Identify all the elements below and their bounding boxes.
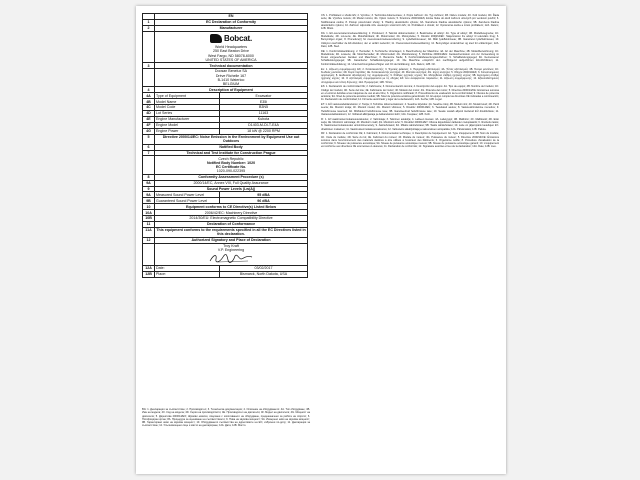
translation-paragraph: BG: 1. Декларация за съответствие; 2. Производител; 3. Техническа документация; 4. Описание на оборудването: 4A. Тип оборудване; 4B. Име на модела; 4C. Код на модела; 4D. Серия на производството; 4E. Производител на двигателя; 4F. Модел на двигателя; 4G. Мощност на двигателя; 5. Директива 2000/14/ЕО; Шумови емисии, свързани с използването на оборудване, предназначено за работа на открито; 6. Нотифициран орган; 8A. Процедура за оценяване на съответствието; 9. Нива на звукова мощност; 9A. Измерено ниво на звукова мощност; 9B. Гарантирано ниво на звукова мощност; 10. Оборудването съответства на директивите на ЕО, изброени по-долу; 11. Декларация за съответствие; 12. Упълномощено лице и място на деклариране; 12A. Дата; 12B. Място. bbox=[142, 408, 310, 428]
translation-paragraph: DE: 1. Konformitätserklärung; 2. Hersteller; 3. Technische Unterlagen; 4. Beschreibung der Maschine: 4A. Art der Maschine; 4B. Modellbezeichnung; 4C. Modellcode; 4D. Losserie; 4E. Motorhersteller; 4F. Motormodell; 4G. Motorleistung; 5. Richtlinie 2000/14/EG: Geräuschemission von zur Verwendung im Freien vorgesehenen Geräten und Maschinen; 6. Benannte Stelle; 8. Konformitätsbewertungsverfahren; 9. Schallleistungspegel; 9A. Gemessener Schallleistungspegel; 9B. Garantierter Schallleistungspegel; 10. Die Maschine entspricht den nachfolgend aufgeführten EG-Richtlinien; 11. Konformitätserklärung; 12. Unterzeichnungsberechtigter und Ort der Erklärung; 12A. Datum; 12B. Ort. bbox=[321, 49, 499, 66]
table-row: 4 Description of Equipment bbox=[143, 87, 308, 93]
field-label: Engine Model bbox=[155, 122, 220, 128]
section-title: Notified Body bbox=[155, 144, 308, 150]
field-label: Model Code bbox=[155, 105, 220, 111]
signature-image bbox=[156, 252, 306, 264]
table-row: 8 Conformity Assessment Procedure (s) bbox=[143, 174, 308, 180]
translation-paragraph: EL: 1. Δήλωση συμμόρφωσης ΕΚ; 2. Κατασκευαστής; 3. Τεχνικός φάκελος; 4. Περιγραφή εξοπλισμού; 4A. Τύπος εξοπλισμού; 4B. Όνομα μοντέλου; 4C. Κωδικός μοντέλου; 4D. Σειρά παρτίδας; 4E. Κατασκευαστής κινητήρα; 4F. Μοντέλο κινητήρα; 4G. Ισχύς κινητήρα; 5. Οδηγία 2000/14/ΕΚ; 6. Κοινοποιημένος οργανισμός; 8. Διαδικασία αξιολόγησης της συμμόρφωσης; 9. Στάθμες ηχητικής ισχύος; 9A. Μετρηθείσα στάθμη ηχητικής ισχύος; 9B. Εγγυημένη στάθμη ηχητικής ισχύος; 10. Ο εξοπλισμός συμμορφώνεται με τις οδηγίες ΕΚ που αναφέρονται παρακάτω; 11. Δήλωση συμμόρφωσης; 12. Εξουσιοδοτημένος υπογράφων και τόπος δήλωσης; 12A. Ημερομηνία; 12B. Τόπος. bbox=[321, 67, 499, 84]
address-line: West Fargo, ND 58078-6000 bbox=[208, 53, 254, 58]
field-value: 95 dBA bbox=[220, 192, 308, 198]
address-line: B-1410 Waterloo bbox=[217, 77, 245, 82]
field-value: Excavator bbox=[220, 93, 308, 99]
signatory-block bbox=[155, 243, 308, 265]
field-value: 18 kW @ 2200 RPM bbox=[220, 128, 308, 134]
field-value: D1403-M-DI-T-E4A bbox=[220, 122, 308, 128]
translation-paragraph: ES: 1. Declaración de conformidad CE; 2. Fabricante; 3. Documentación técnica; 4. Descripción del equipo: 4A. Tipo de equipo; 4B. Nombre del modelo; 4C. Código del modelo; 4D. Serie del lote; 4E. Fabricante del motor; 4F. Modelo del motor; 4G. Potencia del motor; 5. Directiva 2000/14/CE: Emisiones sonoras en el entorno debidas a las máquinas de uso al aire libre; 6. Organismo notificado; 8. Procedimiento de evaluación de la conformidad; 9. Niveles de potencia acústica; 9A. Nivel de potencia acústica medido; 9B. Nivel de potencia acústica garantizado; 10. El equipo cumple las directivas CE indicadas a continuación; 11. Declaración de conformidad; 12. Firmante autorizado y lugar de la declaración; 12A. Fecha; 12B. Lugar. bbox=[321, 85, 499, 102]
address-line: World Headquarters bbox=[214, 45, 248, 50]
section-title: Technical documentation bbox=[155, 63, 308, 69]
field-value: 96 dBA bbox=[220, 198, 308, 204]
table-row: 4C Model Code B3N5 bbox=[143, 105, 308, 111]
field-label: Measured Sound Power Level bbox=[155, 192, 220, 198]
address-line: Drève Richelle 167 bbox=[215, 73, 247, 78]
signatory-name: Troy Kraft bbox=[223, 244, 239, 249]
section-title: EC Declaration of Conformity bbox=[155, 19, 308, 25]
bobcat-logo bbox=[156, 34, 306, 43]
bobcat-wordmark: Bobcat. bbox=[224, 34, 252, 44]
table-row: 9 Sound Power Levels (Lw(A)) bbox=[143, 186, 308, 192]
table-row: 10A 2006/42/EC: Machinery Directive bbox=[143, 210, 308, 216]
notified-body-country: Czech Republic bbox=[218, 156, 244, 161]
translation-paragraph: ET: 1. EÜ vastavusdeklaratsioon; 2. Tootja; 3. Tehniline dokumentatsioon; 4. Seadme kirjeldus: 4A. Seadme tüüp; 4B. Mudeli nimi; 4C. Mudeli kood; 4D. Partii seeria; 4E. Mootori tootja; 4F. Mootori mudel; 4G. Mootori võimsus; 5. Direktiiv 2000/14/EÜ; 6. Teavitatud asutus; 8. Vastavushindamise menetlus; 9. Helivõimsuse tasemed; 9A. Mõõdetud helivõimsuse tase; 9B. Garanteeritud helivõimsuse tase; 10. Seade vastab allpool loetletud EÜ direktiividele; 11. Vastavusdeklaratsioon; 12. Volitatud allkirjastaja ja deklaratsiooni koht; 12A. Kuupäev; 12B. Koht. bbox=[321, 103, 499, 116]
directive-value: 2014/30/EU: Electromagnetic Compatibility Directive bbox=[155, 216, 308, 222]
certificate-label: EC Certificate No. bbox=[215, 165, 247, 170]
table-row: 1 EC Declaration of Conformity bbox=[143, 19, 308, 25]
field-label: Model Name bbox=[155, 99, 220, 105]
field-label: Lot Series bbox=[155, 111, 220, 117]
declaration-statement: This equipment conforms to the requirements specified in all the EC Directives listed in this declaration. bbox=[156, 228, 306, 237]
section-title: Manufacturer bbox=[155, 25, 308, 31]
section-title: Conformity Assessment Procedure (s) bbox=[155, 174, 308, 180]
declaration-date: 03/02/2017 bbox=[220, 265, 308, 271]
section-title: Sound Power Levels (Lw(A)) bbox=[155, 186, 308, 192]
table-row: 3 Technical documentation bbox=[143, 63, 308, 69]
language-code: EN bbox=[155, 14, 308, 20]
table-row: 4D Lot Series 11163 bbox=[143, 111, 308, 117]
section-title: Directive 2000/14/EC: Noise Emission in the Environment by Equipment Use out Outdoors bbox=[155, 134, 308, 144]
declaration-form-table bbox=[142, 13, 308, 278]
address-line: 250 East Beaton Drive bbox=[213, 49, 249, 54]
table-row: 4F Engine Model D1403-M-DI-T-E4A bbox=[143, 122, 308, 128]
table-row: 9B Guaranteed Sound Power Level 96 dBA bbox=[143, 198, 308, 204]
signatory-role: V.P. Engineering bbox=[217, 248, 245, 253]
table-row: 4A Type of Equipment Excavator bbox=[143, 93, 308, 99]
manufacturer-block bbox=[155, 31, 308, 62]
section-title: Authorized Signatory and Place of Declaration bbox=[155, 237, 308, 243]
tech-doc-address bbox=[155, 69, 308, 87]
procedure-value: 2000/14/EC, Annex VIII, Full Quality Assurance bbox=[155, 180, 308, 186]
section-title: Technical and Test Institute for Construction Prague bbox=[155, 150, 308, 156]
certificate-number: 1020-090-022395 bbox=[216, 169, 246, 174]
signature-icon bbox=[208, 253, 254, 264]
field-value: Kubota bbox=[220, 116, 308, 122]
table-row: 9A 2000/14/EC, Annex VIII, Full Quality Assurance bbox=[143, 180, 308, 186]
table-row bbox=[143, 69, 308, 87]
translation-text-bottom bbox=[142, 408, 310, 429]
bobcat-logo-icon bbox=[210, 34, 222, 43]
directive-value: 2006/42/EC: Machinery Directive bbox=[155, 210, 308, 216]
notified-body-number: Notified Body Number: 1020 bbox=[206, 160, 256, 165]
section-title: Description of Equipment bbox=[155, 87, 308, 93]
address-line: UNITED STATES OF AMERICA bbox=[205, 57, 257, 62]
table-row: 5 Directive 2000/14/EC: Noise Emission in the Environment by Equipment Use out Outdoors bbox=[143, 134, 308, 144]
table-row: 12 Authorized Signatory and Place of Declaration bbox=[143, 237, 308, 243]
address-line: BELGIUM bbox=[222, 81, 240, 86]
table-row: 10 Equipment conforms to CE Directive(s) Listed Below bbox=[143, 204, 308, 210]
field-label: Type of Equipment bbox=[155, 93, 220, 99]
field-value: E35i bbox=[220, 99, 308, 105]
table-row: 4B Model Name E35i bbox=[143, 99, 308, 105]
table-row: 12A Date: 03/02/2017 bbox=[143, 265, 308, 271]
address-line: Doosan Benelux SA bbox=[214, 69, 248, 74]
table-row: 9A Measured Sound Power Level 95 dBA bbox=[143, 192, 308, 198]
field-label: Engine Manufacturer bbox=[155, 116, 220, 122]
field-value: B3N5 bbox=[220, 105, 308, 111]
table-row: 2 Manufacturer bbox=[143, 25, 308, 31]
field-label: Date: bbox=[155, 265, 220, 271]
translation-paragraph: DA: 1. EU-overensstemmelseserklæring; 2. Producent; 3. Teknisk dokumentation; 4. Beskrivelse af udstyr: 4A. Type af udstyr; 4B. Modelbetegnelse; 4C. Modelkode; 4D. Lot-serie; 4E. Motorfabrikant; 4F. Motormodel; 4G. Motorydelse; 5. Direktiv 2000/14/EF: Støjemission fra udstyr til udendørs brug; 6. Bemyndiget organ; 8. Procedure(r) for overensstemmelsesvurdering; 9. Lydeffektniveauer; 9A. Målt lydeffektniveau; 9B. Garanteret lydeffektniveau; 10. Udstyret overholder de EF-direktiver, der er anført nedenfor; 11. Overensstemmelseserklæring; 12. Bemyndiget underskriver og sted for erklæringen; 12A. Dato; 12B. Sted. bbox=[321, 31, 499, 48]
translation-paragraph: FI: 1. EY-vaatimustenmukaisuusvakuutus; 2. Valmistaja; 3. Tekninen asiakirja; 4. Laitteen kuvaus: 4A. Laitetyyppi; 4B. Mallinimi; 4C. Mallikoodi; 4D. Erän sarja; 4E. Moottorin valmistaja; 4F. Moottorin malli; 4G. Moottorin teho; 5. Direktiivi 2000/14/EY: Ulkona käytettävien laitteiden melupäästöt; 6. Ilmoitettu laitos; 8. Vaatimustenmukaisuuden arviointimenettely; 9. Äänitehotasot; 9A. Mitattu äänitehotaso; 9B. Taattu äänitehotaso; 10. Laite on jäljempänä lueteltujen EY-direktiivien mukainen; 11. Vaatimustenmukaisuusvakuutus; 12. Valtuutettu allekirjoittaja ja vakuutuksen antopaikka; 12A. Päivämäärä; 12B. Paikka. bbox=[321, 117, 499, 131]
table-row bbox=[143, 31, 308, 62]
field-label: Place: bbox=[155, 271, 220, 277]
table-row bbox=[143, 243, 308, 265]
notified-body-details bbox=[155, 156, 308, 174]
section-title: Equipment conforms to CE Directive(s) Listed Below bbox=[155, 204, 308, 210]
declaration-place: Bismarck, North Dakota, USA bbox=[220, 271, 308, 277]
table-row: 10B 2014/30/EU: Electromagnetic Compatibility Directive bbox=[143, 216, 308, 222]
table-row: 11A This equipment conforms to the requirements specified in all the EC Directives listed in this declaration. bbox=[143, 227, 308, 237]
field-label: Engine Power bbox=[155, 128, 220, 134]
table-row: 4G Engine Power 18 kW @ 2200 RPM bbox=[143, 128, 308, 134]
field-value: 11163 bbox=[220, 111, 308, 117]
table-row: 6 Notified Body bbox=[143, 144, 308, 150]
table-row: 7 Technical and Test Institute for Construction Prague bbox=[143, 150, 308, 156]
field-label: Guaranteed Sound Power Level bbox=[155, 198, 220, 204]
table-row: 12B Place: Bismarck, North Dakota, USA bbox=[143, 271, 308, 277]
table-row bbox=[143, 156, 308, 174]
translation-text-right bbox=[321, 14, 499, 150]
table-row: 4E Engine Manufacturer Kubota bbox=[143, 116, 308, 122]
translation-paragraph: FR: 1. Déclaration de conformité CE; 2. Fabricant; 3. Documentation technique; 4. Description de l'équipement: 4A. Type d'équipement; 4B. Nom du modèle; 4C. Code du modèle; 4D. Série du lot; 4E. Fabricant du moteur; 4F. Modèle du moteur; 4G. Puissance du moteur; 5. Directive 2000/14/CE: Émissions sonores dans l'environnement des matériels destinés à être utilisés à l'extérieur des bâtiments; 6. Organisme notifié; 8. Procédure d'évaluation de la conformité; 9. Niveaux de puissance acoustique; 9A. Niveau de puissance acoustique mesuré; 9B. Niveau de puissance acoustique garanti; 10. L'équipement est conforme aux directives CE énumérées ci-dessous; 11. Déclaration de conformité; 12. Signataire autorisé et lieu de la déclaration; 12A. Date; 12B. Lieu. bbox=[321, 132, 499, 149]
translation-paragraph: CS: 1. Prohlášení o shodě ES; 2. Výrobce; 3. Technická dokumentace; 4. Popis zařízení: 4A. Typ zařízení; 4B. Název modelu; 4C. Kód modelu; 4D. Řada série; 4E. Výrobce motoru; 4F. Model motoru; 4G. Výkon motoru; 5. Směrnice 2000/14/ES; Emise hluku do okolí zařízení určených pro venkovní použití; 6. Notifikovaná osoba; 8. Postup posuzování shody; 9. Hladiny akustického výkonu; 9A. Naměřená hladina akustického výkonu; 9B. Zaručená hladina akustického výkonu; 10. Zařízení odpovídá níže uvedeným směrnicím ES; 11. Prohlášení o shodě; 12. Oprávněná osoba a místo prohlášení; 12A. Datum; 12B. Místo. bbox=[321, 14, 499, 30]
table-row: 11 Declaration of Conformance bbox=[143, 222, 308, 228]
section-title: Declaration of Conformance bbox=[155, 222, 308, 228]
declaration-document bbox=[136, 6, 506, 474]
